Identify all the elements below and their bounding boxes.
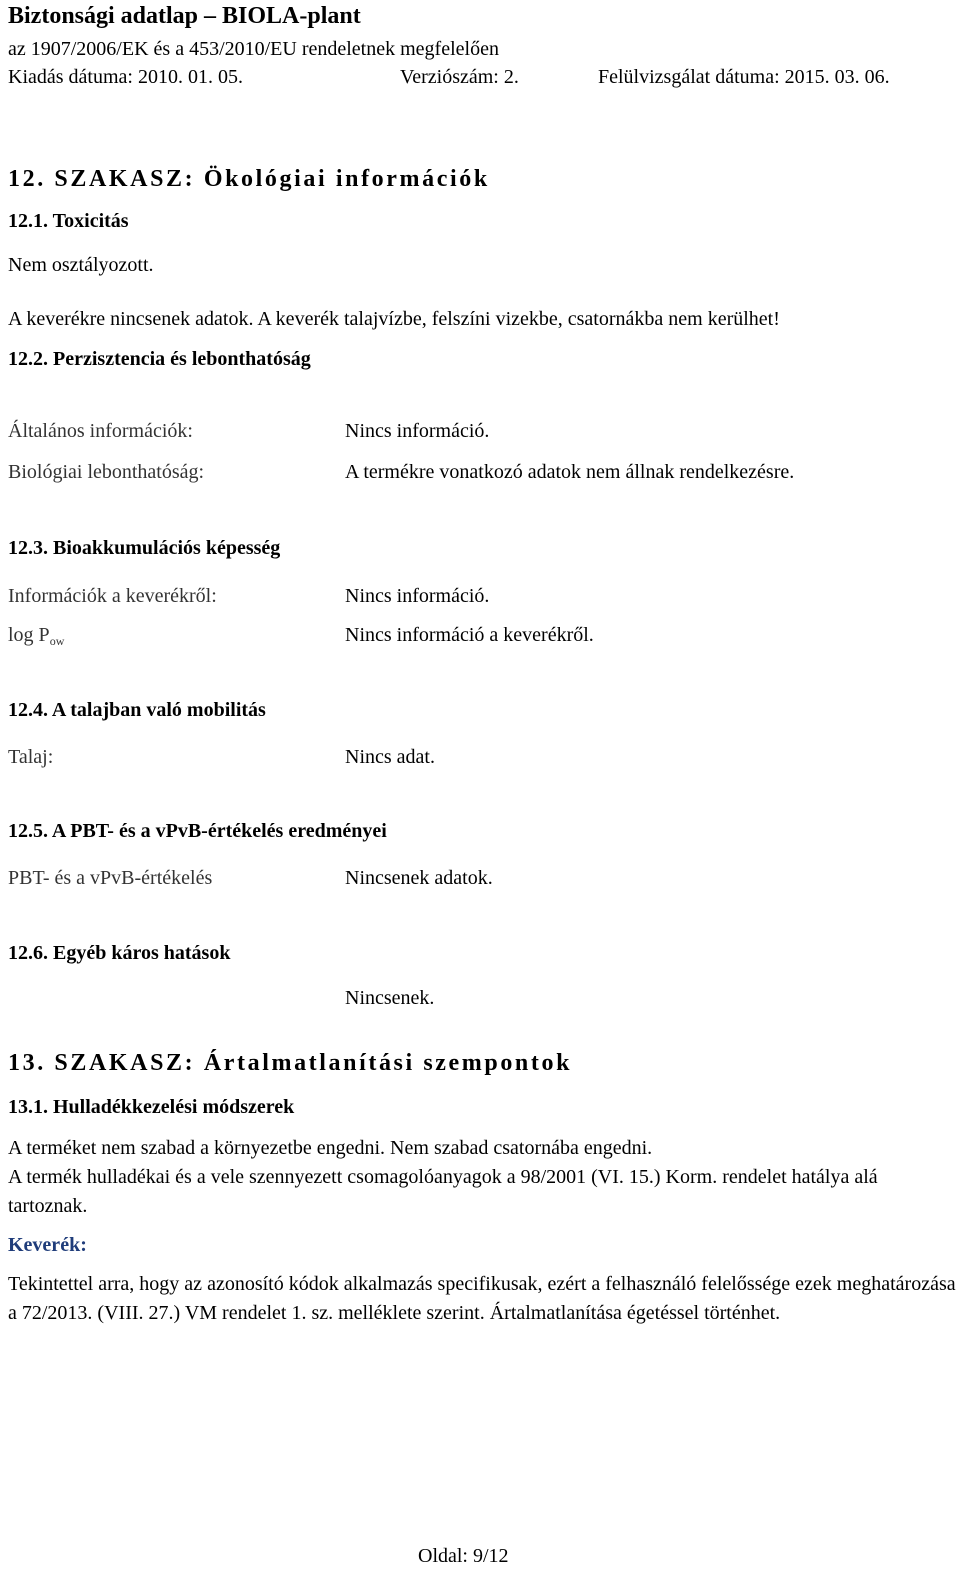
log-pow-subscript: ow — [49, 634, 65, 648]
toxicity-classification: Nem osztályozott. — [8, 254, 154, 276]
section-12-heading: 12. SZAKASZ: Ökológiai információk — [8, 166, 490, 192]
mixture-info-value: Nincs információ. — [345, 585, 490, 607]
section-13-heading: 13. SZAKASZ: Ártalmatlanítási szempontok — [8, 1050, 573, 1076]
log-pow-label: $\log P_{ow}$ — [8, 624, 65, 648]
issue-date: Kiadás dátuma: 2010. 01. 05. — [8, 66, 243, 88]
pbt-value: Nincsenek adatok. — [345, 867, 493, 889]
waste-treatment-line-1: A terméket nem szabad a környezetbe engedni. Nem szabad csatornába engedni. — [8, 1137, 653, 1159]
waste-treatment-paragraph — [8, 1134, 956, 1221]
soil-label: Talaj: — [8, 746, 54, 768]
regulation-line: az 1907/2006/EK és a 453/2010/EU rendeletnek megfelelően — [8, 38, 499, 60]
subsection-13-1-heading: 13.1. Hulladékkezelési módszerek — [8, 1096, 295, 1118]
mixture-info-label: Információk a keverékről: — [8, 585, 217, 607]
subsection-12-4-heading: 12.4. A talajban való mobilitás — [8, 699, 266, 721]
biodegradability-value: A termékre vonatkozó adatok nem állnak rendelkezésre. — [345, 461, 795, 483]
soil-value: Nincs adat. — [345, 746, 435, 768]
mixture-paragraph: Tekintettel arra, hogy az azonosító kódok alkalmazás specifikusak, ezért a felhasználó felelőssége ezek meghatározása a 72/2013. (VIII. 27.) VM rendelet 1. sz. melléklete szerint. Ártalmatlanítása égetéssel történhet. — [8, 1273, 956, 1324]
pbt-label: PBT- és a vPvB-értékelés — [8, 867, 213, 889]
toxicity-note: A keverékre nincsenek adatok. A keverék talajvízbe, felszíni vizekbe, csatornákba nem kerülhet! — [8, 308, 780, 330]
subsection-12-2-heading: 12.2. Perzisztencia és lebonthatóság — [8, 348, 311, 370]
log-pow-value: Nincs információ a keverékről. — [345, 624, 594, 646]
subsection-12-3-heading: 12.3. Bioakkumulációs képesség — [8, 537, 281, 559]
subsection-12-1-heading: 12.1. Toxicitás — [8, 210, 129, 232]
mixture-heading: Keverék: — [8, 1234, 87, 1256]
page-number: Oldal: 9/12 — [418, 1545, 509, 1567]
revision-date: Felülvizsgálat dátuma: 2015. 03. 06. — [598, 66, 890, 88]
general-info-value: Nincs információ. — [345, 420, 490, 442]
document-title: Biztonsági adatlap – BIOLA-plant — [8, 3, 361, 29]
subsection-12-6-heading: 12.6. Egyéb káros hatások — [8, 942, 231, 964]
other-effects-value: Nincsenek. — [345, 987, 435, 1009]
subsection-12-5-heading: 12.5. A PBT- és a vPvB-értékelés eredményei — [8, 820, 387, 842]
version-number: Verziószám: 2. — [400, 66, 519, 88]
waste-treatment-line-2: A termék hulladékai és a vele szennyezett csomagolóanyagok a 98/2001 (VI. 15.) Korm. rendelet hatálya alá tartoznak. — [8, 1166, 878, 1217]
general-info-label: Általános információk: — [8, 420, 193, 442]
biodegradability-label: Biológiai lebonthatóság: — [8, 461, 205, 483]
